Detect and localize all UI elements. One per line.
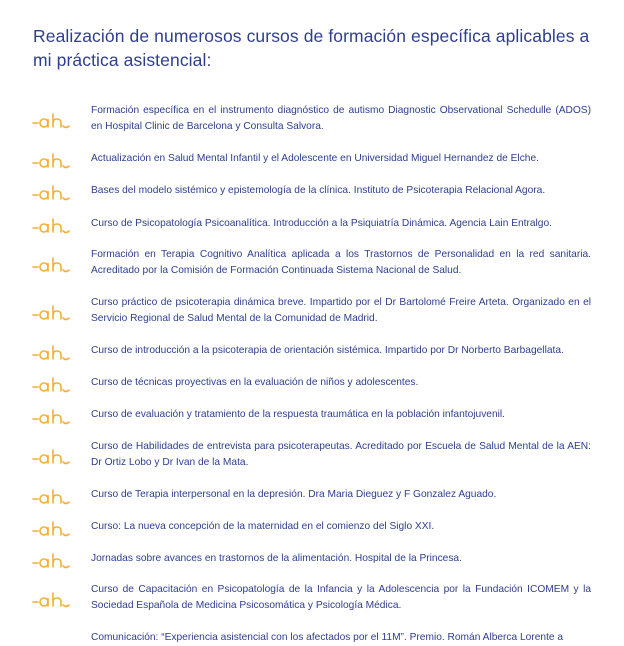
- ah-logo-icon: [32, 446, 74, 470]
- ah-logo-icon: [32, 182, 74, 206]
- course-text: Bases del modelo sistémico y epistemología de la clínica. Instituto de Psicoterapia Relacional Agora.: [91, 185, 546, 196]
- course-text: Curso de técnicas proyectivas en la evaluación de niños y adolescentes.: [91, 377, 419, 388]
- ah-logo-icon: [32, 254, 74, 278]
- course-text: Curso de introducción a la psicoterapia de orientación sistémica. Impartido por Dr Norberto Barbagellata.: [91, 345, 564, 356]
- course-text: Comunicación: “Experiencia asistencial con los afectados por el 11M”. Premio. Román Alberca Lorente a: [91, 632, 564, 643]
- course-text: Curso de Terapia interpersonal en la depresión. Dra Maria Dieguez y F Gonzalez Aguado.: [91, 489, 497, 500]
- ah-logo-icon: [32, 215, 74, 239]
- ah-logo-icon: [32, 302, 74, 326]
- course-text: Curso de Capacitación en Psicopatología de la Infancia y la Adolescencia por la Fundación ICOMEM y la Sociedad Española de Medicina Psicosomática y Psicología Médica.: [91, 584, 591, 611]
- course-text: Curso de evaluación y tratamiento de la respuesta traumática en la población infantojuvenil.: [91, 409, 505, 420]
- course-text: Formación específica en el instrumento diagnóstico de autismo Diagnostic Observational Schedulle (ADOS) en Hospital Clinic de Barcelona y Consulta Salvora.: [91, 105, 591, 132]
- ah-logo-icon: [32, 589, 74, 613]
- ah-logo-icon: [32, 406, 74, 430]
- ah-logo-icon: [32, 342, 74, 366]
- ah-logo-icon: [32, 150, 74, 174]
- course-text: Curso práctico de psicoterapia dinámica breve. Impartido por el Dr Bartolomé Freire Arteta. Organizado en el Servicio Regional de Salud Mental de la Comunidad de Madrid.: [91, 297, 591, 324]
- ah-logo-icon: [32, 374, 74, 398]
- course-text: Curso de Psicopatología Psicoanalítica. Introducción a la Psiquiatría Dinámica. Agencia Lain Entralgo.: [91, 218, 552, 229]
- course-text: Curso de Habilidades de entrevista para psicoterapeutas. Acreditado por Escuela de Salud Mental de la AEN: Dr Ortiz Lobo y Dr Ivan de la Mata.: [91, 441, 591, 468]
- course-text: Formación en Terapia Cognitivo Analítica aplicada a los Trastornos de Personalidad en la red sanitaria. Acreditado por la Comisión de Formación Continuada Sistema Nacional de Salud.: [91, 249, 591, 276]
- ah-logo-icon: [32, 550, 74, 574]
- page-heading: Realización de numerosos cursos de formación específica aplicables a mi práctica asistencial:: [33, 26, 590, 70]
- course-text: Jornadas sobre avances en trastornos de la alimentación. Hospital de la Princesa.: [91, 553, 462, 564]
- ah-logo-icon: [32, 518, 74, 542]
- ah-logo-icon: [32, 110, 74, 134]
- course-text: Curso: La nueva concepción de la maternidad en el comienzo del Siglo XXI.: [91, 521, 435, 532]
- course-text: Actualización en Salud Mental Infantil y el Adolescente en Universidad Miguel Hernandez de Elche.: [91, 153, 539, 164]
- ah-logo-icon: [32, 486, 74, 510]
